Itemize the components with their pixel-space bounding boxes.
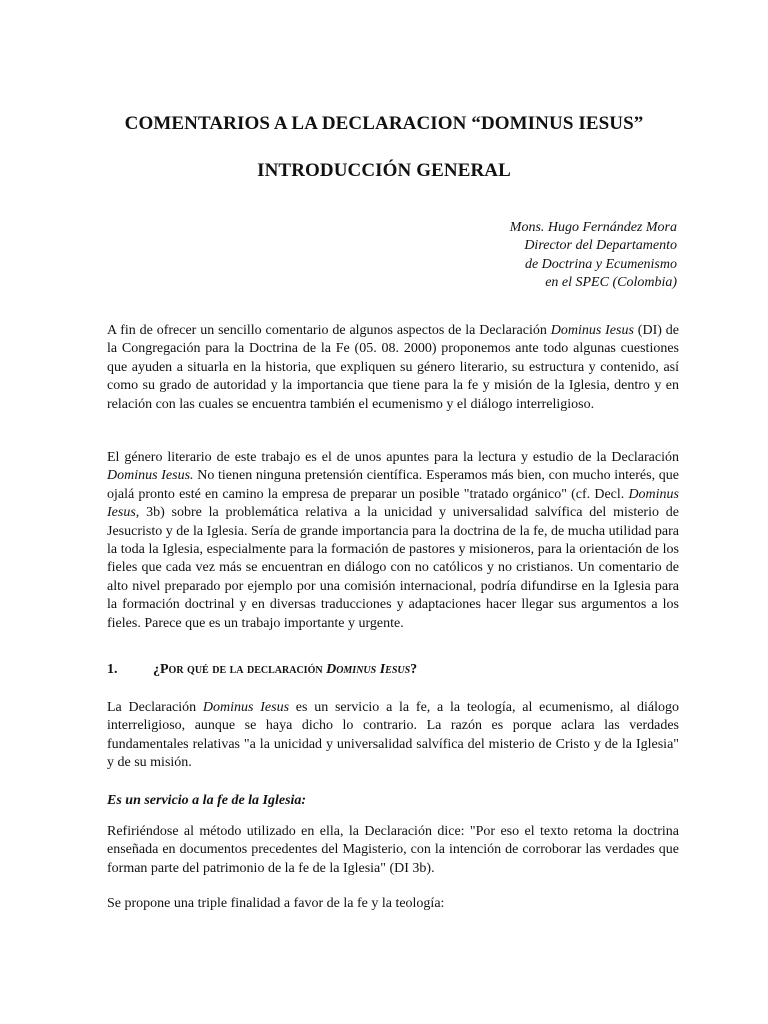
text-run: es un servicio a la fe, a la teología, al ecumenismo, al diálogo interreligioso, aunque se haya dicho lo contrario. La razón es porque aclara las verdades fundamentales relativas "a la unicidad y universalidad salvífica del misterio de Cristo y de la Iglesia" y de su misión. (107, 700, 680, 771)
text-run: La Declaración (107, 700, 203, 715)
document-subtitle: INTRODUCCIÓN GENERAL (257, 160, 511, 181)
paragraph-intro (107, 322, 679, 414)
section-heading (107, 661, 679, 679)
section-number: 1. (107, 662, 118, 677)
italic-run: Dominus Iesus, (107, 486, 679, 521)
italic-run: Dominus Iesus (550, 323, 634, 338)
text-run: El género literario de este trabajo es el de unos apuntes para la lectura y estudio de la Declaración (107, 450, 679, 465)
author-name: Mons. Hugo Fernández Mora (509, 220, 677, 235)
italic-run: Dominus Iesus (326, 662, 411, 677)
italic-run: Dominus Iesus. (107, 468, 194, 484)
document-title: COMENTARIOS A LA DECLARACION “DOMINUS IESUS” (124, 113, 644, 134)
paragraph-method (107, 823, 679, 878)
italic-run: Dominus Iesus (202, 700, 290, 715)
author-organization: en el SPEC (Colombia) (545, 274, 677, 290)
author-block (510, 219, 677, 292)
text-run: No tienen ninguna pretensión científica. Esperamos más bien, con mucho interés, que ojalá pronto esté en camino la empresa de preparar un posible "tratado orgánico" (cf. Decl. (107, 468, 679, 502)
text-run: Se propone una triple finalidad a favor de la fe y la teología: (107, 896, 445, 911)
author-department: de Doctrina y Ecumenismo (524, 256, 677, 272)
subheading: Es un servicio a la fe de la Iglesia: (107, 793, 307, 808)
text-run: (DI) de la Congregación para la Doctrina de la Fe (05. 08. 2000) proponemos ante todo algunas cuestiones que ayuden a situarla en la historia, que expliquen su género literario, su estructura y contenido, así como su grado de autoridad y la importancia que tiene para la fe y misión de la Iglesia, dentro y en relación con las cuales se encuentra también el ecumenismo y el diálogo interreligioso. (107, 323, 679, 412)
text-run: A fin de ofrecer un sencillo comentario de algunos aspectos de la Declaración (107, 323, 551, 338)
text-run: Refiriéndose al método utilizado en ella, la Declaración dice: "Por eso el texto retoma la doctrina enseñada en documentos precedentes del Magisterio, con la intención de corroborar las verdades que forman parte del patrimonio de la fe de la Iglesia" (DI 3b). (107, 824, 679, 876)
section-title (153, 662, 417, 677)
paragraph-purpose (107, 895, 679, 913)
paragraph-service (107, 699, 679, 773)
text-run: ¿Por qué de la declaración (153, 662, 327, 677)
author-role: Director del Departamento (524, 238, 677, 254)
text-run: 3b) sobre la problemática relativa a la unicidad y universalidad salvífica del misterio de Jesucristo y de la Iglesia. Sería de grande importancia para la doctrina de la fe, de mucha utilidad para la toda la Iglesia, especialmente para la formación de pastores y misioneros, para la orientación de los fieles que cada vez más se encuentran en diálogo con no católicos y no cristianos. Un comentario de alto nivel preparado por ejemplo por una comisión internacional, podría difundirse en la Iglesia para la formación doctrinal y en diversas traducciones y adaptaciones hacer llegar sus argumentos a los fieles. Parece que es un trabajo importante y urgente. (107, 505, 679, 631)
paragraph-genre (107, 449, 679, 633)
text-run: ? (410, 662, 418, 677)
